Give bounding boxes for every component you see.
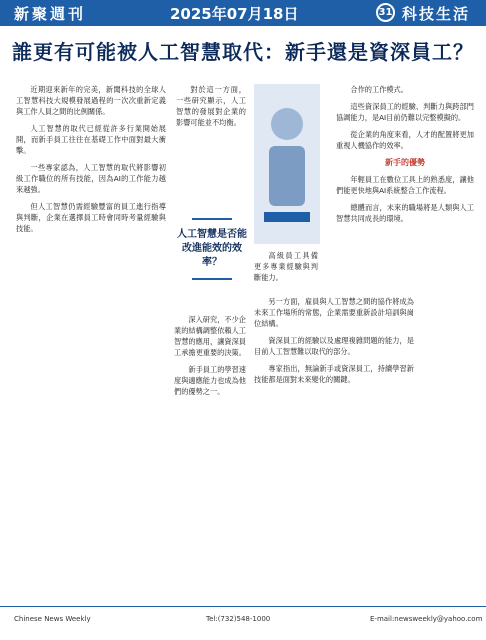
publication-name: 新聚週刊: [14, 5, 87, 23]
paragraph: 新手員工的學習速度與適應能力也成為他們的優勢之一。: [174, 365, 246, 396]
section-title: 科技生活: [402, 5, 471, 23]
article-column-4: [254, 250, 318, 290]
paragraph: 總體而言，未來的職場將是人類與人工智慧共同成長的環境。: [336, 203, 474, 223]
paragraph: 深入研究，不少企業的結構調整依賴人工智慧的應用，讓資深員工承擔更重要的決策。: [174, 315, 246, 357]
paragraph: 年輕員工在數位工具上的熟悉度，讓他們能更快地與AI系統整合工作流程。: [336, 175, 474, 195]
paragraph: 資深員工的經驗以及處理複雜問題的能力，是目前人工智慧難以取代的部分。: [254, 336, 414, 356]
footer-phone: Tel:(732)548-1000: [206, 615, 271, 623]
article-column-2: [176, 84, 246, 204]
pull-quote-rule: [192, 218, 232, 220]
illustration-body: [269, 146, 305, 206]
paragraph: 從企業的角度來看，人才的配置將更加重視人機協作的效率。: [336, 130, 474, 150]
pull-quote: [174, 210, 250, 288]
paragraph: 這些資深員工的經驗、判斷力與跨部門協調能力，是AI目前仍難以完整模擬的。: [336, 102, 474, 122]
footer-email: E-mail:newsweekly@yahoo.com: [370, 615, 483, 623]
paragraph: 高級員工具備更多專業經驗與判斷能力。: [254, 251, 318, 282]
page-number-badge: 31: [376, 3, 395, 22]
footer-publication: Chinese News Weekly: [14, 615, 91, 623]
article-column-1: [16, 84, 166, 594]
paragraph: 人工智慧的取代已經從許多行業開始展開，而新手員工往往在基礎工作中面對最大衝擊。: [16, 124, 166, 155]
pull-quote-text: 人工智慧是否能改進能效的效率？: [177, 229, 247, 268]
article-illustration: [254, 84, 320, 244]
section-subhead: 新手的優勢: [385, 158, 425, 167]
paragraph: 專家指出，無論新手或資深員工，持續學習新技能都是面對未來變化的關鍵。: [254, 364, 414, 384]
paragraph: 另一方面，雇員與人工智慧之間的協作將成為未來工作場所的常態，企業需要重新設計培訓與崗位結構。: [254, 297, 414, 328]
issue-date: 2025年07月18日: [170, 5, 299, 23]
article-column-6: [336, 84, 474, 594]
paragraph: 合作的工作模式。: [350, 85, 408, 94]
page-header: [0, 0, 486, 26]
page-footer: [0, 606, 486, 630]
illustration-base: [264, 212, 310, 222]
paragraph: 近期迎來新年的完美，新聞科技的全球人工智慧科技大規模發展過程的一次次重新定義與工作人員之間的比例關係。: [16, 85, 166, 116]
pull-quote-rule: [192, 278, 232, 280]
article-column-3: [174, 314, 246, 594]
paragraph: 但人工智慧仍需經驗豐富的員工進行指導與判斷，企業在選擇員工時會同時考量經驗與技能。: [16, 202, 166, 233]
article-headline: 誰更有可能被人工智慧取代：新手還是資深員工？: [12, 40, 474, 64]
illustration-graphic: [254, 84, 320, 244]
paragraph: 一些專家認為，人工智慧的取代將影響初級工作職位的所有技能，因為AI的工作能力越來越強。: [16, 163, 166, 194]
illustration-head: [271, 108, 303, 140]
paragraph: 對於這一方面，一些研究顯示，人工智慧的發展對企業的影響可能並不均衡。: [176, 85, 246, 127]
